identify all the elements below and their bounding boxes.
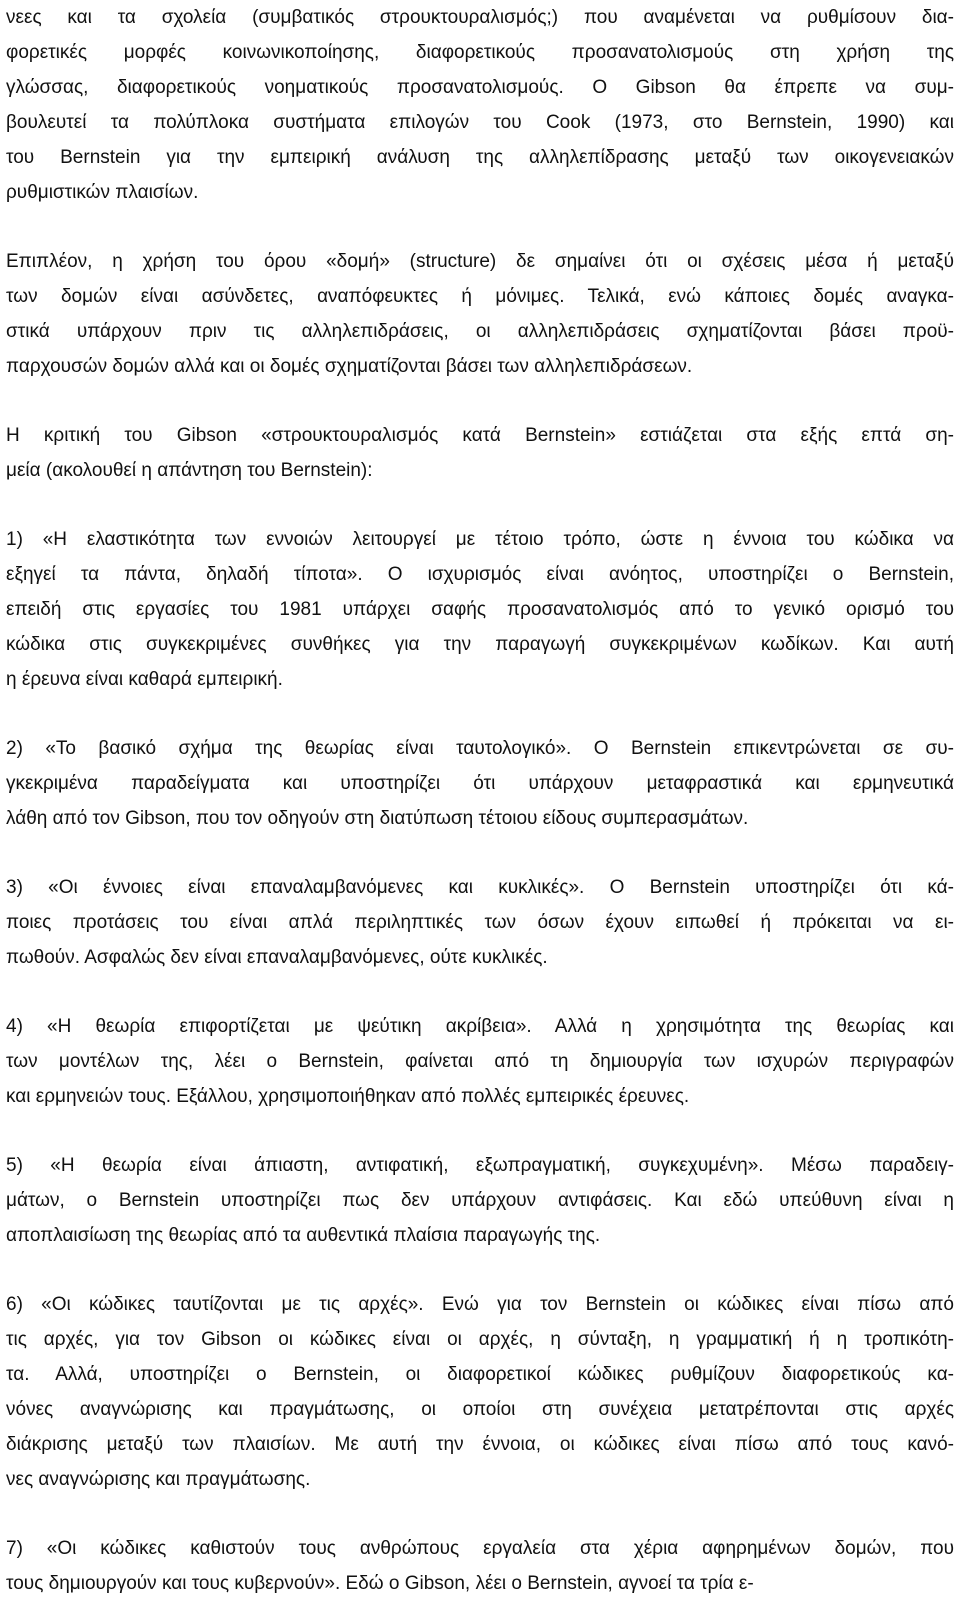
paragraph-6 xyxy=(6,870,954,975)
text-line: 2) «Το βασικό σχήμα της θεωρίας είναι ταυτολογικό». Ο Bernstein επικεντρώνεται σε συ- xyxy=(6,738,954,759)
paragraph-spacer xyxy=(6,975,954,1009)
text-line: 1) «Η ελαστικότητα των εννοιών λειτουργεί με τέτοιο τρόπο, ώστε η έννοια του κώδικα να xyxy=(6,529,954,550)
text-line: ποιες προτάσεις του είναι απλά περιληπτικές των όσων έχουν ειπωθεί ή πρόκειται να ει- xyxy=(6,912,954,933)
text-line: 6) «Οι κώδικες ταυτίζονται με τις αρχές». Ενώ για τον Bernstein οι κώδικες είναι πίσω από xyxy=(6,1294,954,1315)
text-line: πωθούν. Ασφαλώς δεν είναι επαναλαμβανόμενες, ούτε κυκλικές. xyxy=(6,947,548,968)
text-line: του Bernstein για την εμπειρική ανάλυση της αλληλεπίδρασης μεταξύ των οικογενειακών xyxy=(6,147,954,168)
paragraph-5 xyxy=(6,731,954,836)
text-line: νεες και τα σχολεία (συμβατικός στρουκτουραλισμός;) που αναμένεται να ρυθμίσουν δια- xyxy=(6,7,954,28)
paragraph-spacer xyxy=(6,384,954,418)
text-line: 3) «Οι έννοιες είναι επαναλαμβανόμενες και κυκλικές». Ο Bernstein υποστηρίζει ότι κά- xyxy=(6,877,954,898)
paragraph-spacer xyxy=(6,1114,954,1148)
paragraph-spacer xyxy=(6,488,954,522)
text-line: ρυθμιστικών πλαισίων. xyxy=(6,182,199,203)
text-line: μεία (ακολουθεί η απάντηση του Bernstein): xyxy=(6,460,373,481)
text-line: βουλευτεί τα πολύπλοκα συστήματα επιλογών του Cook (1973, στο Bernstein, 1990) και xyxy=(6,112,954,133)
text-line: των μοντέλων της, λέει ο Bernstein, φαίνεται από τη δημιουργία των ισχυρών περιγραφών xyxy=(6,1051,954,1072)
paragraph-4 xyxy=(6,522,954,697)
text-line: και ερμηνειών τους. Εξάλλου, χρησιμοποιήθηκαν από πολλές εμπειρικές έρευνες. xyxy=(6,1086,690,1107)
text-line: στικά υπάρχουν πριν τις αλληλεπιδράσεις, οι αλληλεπιδράσεις σχηματίζονται βάσει προϋ- xyxy=(6,321,954,342)
text-line: των δομών είναι ασύνδετες, αναπόφευκτες ή μόνιμες. Τελικά, ενώ κάποιες δομές αναγκα- xyxy=(6,286,954,307)
paragraph-spacer xyxy=(6,697,954,731)
text-line: γκεκριμένα παραδείγματα και υποστηρίζει ότι υπάρχουν μεταφραστικά και ερμηνευτικά xyxy=(6,773,954,794)
text-line: Επιπλέον, η χρήση του όρου «δομή» (structure) δε σημαίνει ότι οι σχέσεις μέσα ή μεταξύ xyxy=(6,251,954,272)
text-line: λάθη από τον Gibson, που τον οδηγούν στη διατύπωση τέτοιου είδους συμπερασμάτων. xyxy=(6,808,749,829)
text-line: Η κριτική του Gibson «στρουκτουραλισμός κατά Bernstein» εστιάζεται στα εξής επτά ση- xyxy=(6,425,954,446)
paragraph-3 xyxy=(6,418,954,488)
text-line: εξηγεί τα πάντα, δηλαδή τίποτα». Ο ισχυρισμός είναι ανόητος, υποστηρίζει ο Bernstein, xyxy=(6,564,954,585)
paragraph-spacer xyxy=(6,1497,954,1531)
text-line: νες αναγνώρισης και πραγμάτωσης. xyxy=(6,1469,311,1490)
paragraph-spacer xyxy=(6,1253,954,1287)
text-line: τα. Αλλά, υποστηρίζει ο Bernstein, οι διαφορετικοί κώδικες ρυθμίζουν διαφορετικούς κα- xyxy=(6,1364,954,1385)
paragraph-2 xyxy=(6,244,954,384)
text-line: η έρευνα είναι καθαρά εμπειρική. xyxy=(6,669,283,690)
text-line: φορετικές μορφές κοινωνικοποίησης, διαφορετικούς προσανατολισμούς στη χρήση της xyxy=(6,42,954,63)
paragraph-10 xyxy=(6,1531,954,1601)
text-line: 5) «Η θεωρία είναι άπιαστη, αντιφατική, εξωπραγματική, συγκεχυμένη». Μέσω παραδειγ- xyxy=(6,1155,954,1176)
text-line: επειδή στις εργασίες του 1981 υπάρχει σαφής προσανατολισμός από το γενικό ορισμό του xyxy=(6,599,954,620)
text-line: διάκρισης μεταξύ των πλαισίων. Με αυτή την έννοια, οι κώδικες είναι πίσω από τους κανό- xyxy=(6,1434,954,1455)
text-line: 7) «Οι κώδικες καθιστούν τους ανθρώπους εργαλεία στα χέρια αφηρημένων δομών, που xyxy=(6,1538,954,1559)
text-line: τους δημιουργούν και τους κυβερνούν». Εδώ ο Gibson, λέει ο Bernstein, αγνοεί τα τρία ε- xyxy=(6,1573,754,1594)
paragraph-spacer xyxy=(6,210,954,244)
text-line: αποπλαισίωση της θεωρίας από τα αυθεντικά πλαίσια παραγωγής της. xyxy=(6,1225,601,1246)
paragraph-1 xyxy=(6,0,954,210)
text-line: κώδικα στις συγκεκριμένες συνθήκες για την παραγωγή συγκεκριμένων κωδίκων. Και αυτή xyxy=(6,634,954,655)
text-line: παρχουσών δομών αλλά και οι δομές σχηματίζονται βάσει των αλληλεπιδράσεων. xyxy=(6,356,693,377)
text-line: τις αρχές, για τον Gibson οι κώδικες είναι οι αρχές, η σύνταξη, η γραμματική ή η τροπικότη- xyxy=(6,1329,954,1350)
text-line: μάτων, ο Bernstein υποστηρίζει πως δεν υπάρχουν αντιφάσεις. Και εδώ υπεύθυνη είναι η xyxy=(6,1190,954,1211)
paragraph-7 xyxy=(6,1009,954,1114)
paragraph-8 xyxy=(6,1148,954,1253)
paragraph-spacer xyxy=(6,836,954,870)
text-line: νόνες αναγνώρισης και πραγμάτωσης, οι οποίοι στη συνέχεια μετατρέπονται στις αρχές xyxy=(6,1399,954,1420)
document-page xyxy=(6,0,954,1601)
text-line: 4) «Η θεωρία επιφορτίζεται με ψεύτικη ακρίβεια». Αλλά η χρησιμότητα της θεωρίας και xyxy=(6,1016,954,1037)
text-line: γλώσσας, διαφορετικούς νοηματικούς προσανατολισμούς. Ο Gibson θα έπρεπε να συμ- xyxy=(6,77,954,98)
paragraph-9 xyxy=(6,1287,954,1497)
